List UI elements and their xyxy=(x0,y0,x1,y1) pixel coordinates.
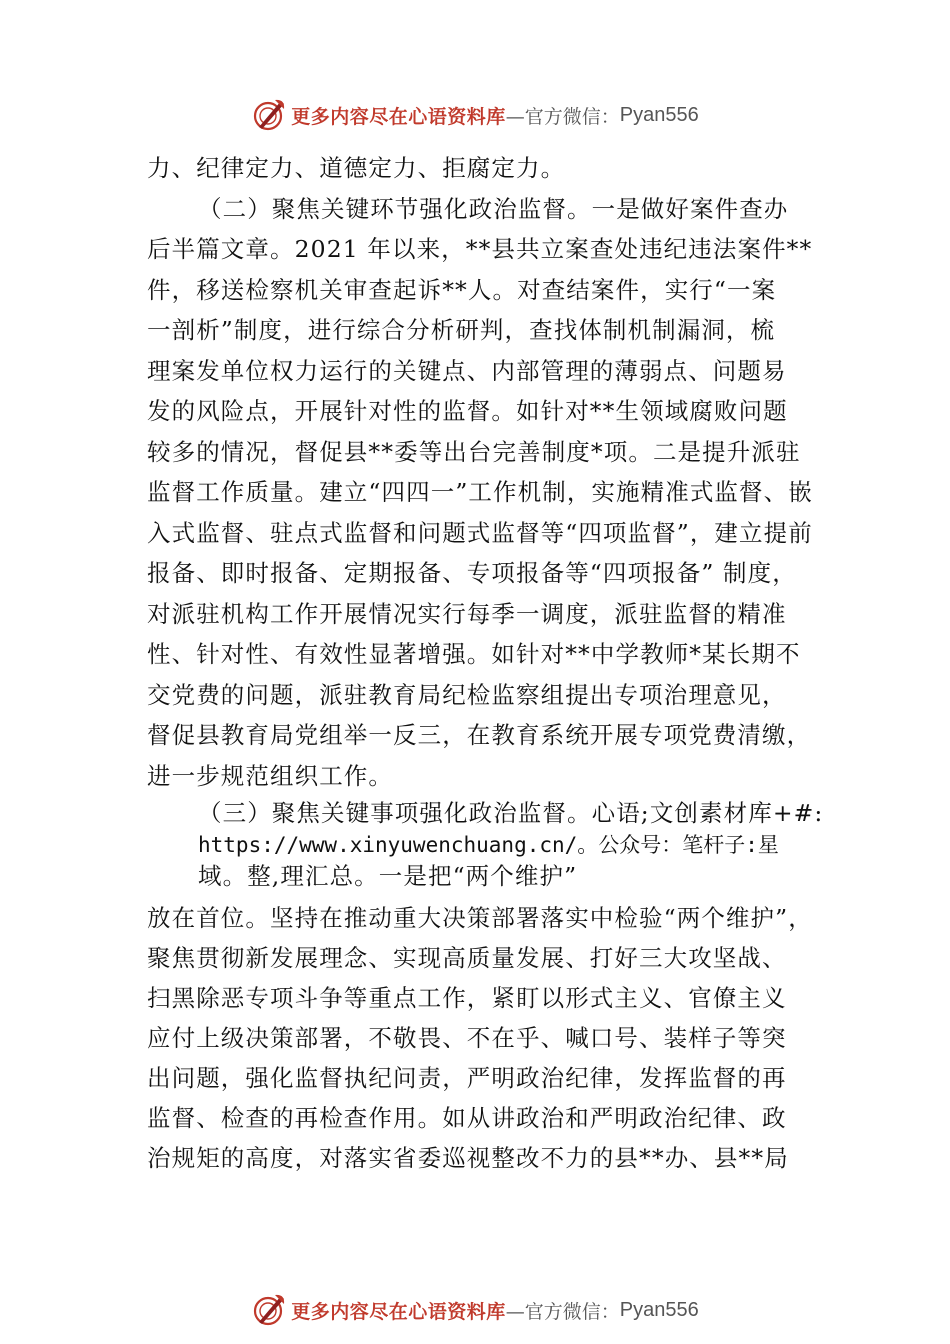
watermark-url-line: https://www.xinyuwenchuang.cn/。公众号：笔杆子:星 xyxy=(198,833,779,857)
body-line: 域。整,理汇总。一是把“两个维护” xyxy=(198,862,578,890)
body-line: 发的风险点，开展针对性的监督。如针对**生领域腐败问题 xyxy=(147,397,788,425)
section-heading-line: （三）聚焦关键事项强化政治监督。心语;文创素材库+#: xyxy=(198,799,824,827)
quill-logo-icon xyxy=(251,1292,287,1328)
header-banner xyxy=(0,95,950,135)
body-line: 出问题，强化监督执纪问责，严明政治纪律，发挥监督的再 xyxy=(147,1064,787,1092)
footer-wechat-label: —官方微信： xyxy=(505,1300,620,1323)
footer-brand-text: 更多内容尽在心语资料库 xyxy=(291,1300,506,1323)
body-line: 聚焦贯彻新发展理念、实现高质量发展、打好三大攻坚战、 xyxy=(147,944,787,972)
body-line: 性、针对性、有效性显著增强。如针对**中学教师*某长期不 xyxy=(147,640,801,668)
body-line: 入式监督、驻点式监督和问题式监督等“四项监督”，建立提前 xyxy=(147,519,813,547)
header-wechat-account: Pyan556 xyxy=(619,103,699,126)
body-line: 监督、检查的再检查作用。如从讲政治和严明政治纪律、政 xyxy=(147,1104,787,1132)
quill-logo-icon xyxy=(251,97,287,133)
body-line: 扫黑除恶专项斗争等重点工作，紧盯以形式主义、官僚主义 xyxy=(147,984,787,1012)
body-line: 力、纪律定力、道德定力、拒腐定力。 xyxy=(147,154,566,182)
footer-banner xyxy=(0,1290,950,1330)
body-line: 放在首位。坚持在推动重大决策部署落实中检验“两个维护”， xyxy=(147,904,813,932)
body-line: 交党费的问题，派驻教育局纪检监察组提出专项治理意见， xyxy=(147,681,787,709)
body-line: 治规矩的高度，对落实省委巡视整改不力的县**办、县**局 xyxy=(147,1144,789,1172)
body-line: 后半篇文章。2021 年以来，**县共立案查处违纪违法案件** xyxy=(147,235,813,263)
footer-wechat-account: Pyan556 xyxy=(619,1298,699,1321)
body-line: 督促县教育局党组举一反三，在教育系统开展专项党费清缴， xyxy=(147,721,812,749)
body-line: 应付上级决策部署，不敬畏、不在乎、喊口号、装样子等突 xyxy=(147,1024,787,1052)
body-line: 理案发单位权力运行的关键点、内部管理的薄弱点、问题易 xyxy=(147,357,787,385)
section-heading-line: （二）聚焦关键环节强化政治监督。一是做好案件查办 xyxy=(198,195,789,223)
body-line: 件，移送检察机关审查起诉**人。对查结案件，实行“一案 xyxy=(147,276,777,304)
header-wechat-label: —官方微信： xyxy=(505,105,620,128)
body-line: 一剖析”制度，进行综合分析研判，查找体制机制漏洞，梳 xyxy=(147,316,776,344)
body-line: 对派驻机构工作开展情况实行每季一调度，派驻监督的精准 xyxy=(147,600,787,628)
header-brand-text: 更多内容尽在心语资料库 xyxy=(291,105,506,128)
body-line: 报备、即时报备、定期报备、专项报备等“四项报备” 制度， xyxy=(147,559,797,587)
body-line: 较多的情况，督促县**委等出台完善制度*项。二是提升派驻 xyxy=(147,438,801,466)
body-line: 进一步规范组织工作。 xyxy=(147,762,393,790)
body-line: 监督工作质量。建立“四四一”工作机制，实施精准式监督、嵌 xyxy=(147,478,813,506)
